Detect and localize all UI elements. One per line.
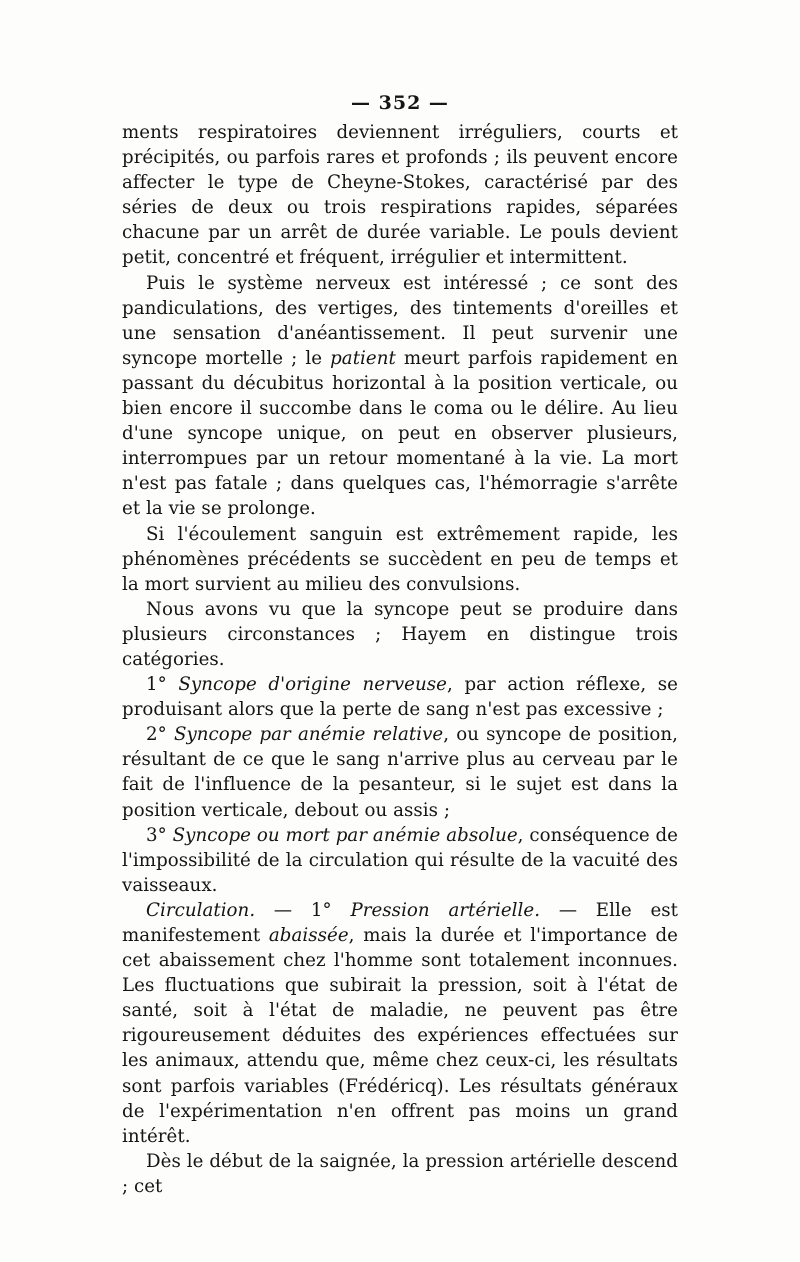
text-run: 2° [146,724,174,746]
text-run: meurt parfois rapidement en passant du décubitus horizontal à la position verticale, ou bien encore il succombe dans le coma ou le délire. Au lieu d'une syncope unique, on peut en observer plusieurs, interrompues par un retour momentané à la vie. La mort n'est pas fatale ; dans quelques cas, l'hémorragie s'arrête et la vie se prolonge. [122,347,678,520]
paragraph-p5 [122,672,678,722]
paragraph-p2 [122,271,678,522]
text-run: 1° [146,674,179,696]
paragraph-p9 [122,1149,678,1199]
text-run: — Elle est manifestement [122,899,678,946]
italic-run: Syncope d'origine nerveuse [178,674,447,696]
paragraph-p7 [122,823,678,898]
text-run: Nous avons vu que la syncope peut se produire dans plusieurs circonstances ; Hayem en distingue trois catégories. [122,598,678,670]
text-run: 3° [146,824,173,846]
text-run: Si l'écoulement sanguin est extrêmement rapide, les phénomènes précédents se succèdent en peu de temps et la mort survient au milieu des convulsions. [122,523,678,595]
text-run: — 1° [255,899,351,921]
italic-run: Pression artérielle. [350,899,541,921]
text-run: , conséquence de l'impossibilité de la circulation qui résulte de la vacuité des vaisseaux. [122,824,678,896]
paragraph-p1 [122,120,678,271]
paragraph-p3 [122,522,678,597]
paragraph-p8 [122,898,678,1149]
italic-run: patient [330,347,396,369]
italic-run: abaissée [268,925,349,946]
italic-run: Syncope par anémie relative [173,724,444,746]
text-run: , mais la durée et l'importance de cet abaissement chez l'homme sont totalement inconnues. Les fluctuations que subirait la pression, soit à l'état de santé, soit à l'état de maladie, ne peuvent pas être rigoureusement déduites des expériences effectuées sur les animaux, attendu que, même chez ceux-ci, les résultats sont parfois variables (Frédéricq). Les résultats généraux de l'expérimentation n'en offrent pas moins un grand intérêt. [122,925,678,1147]
paragraph-p6 [122,722,678,822]
page-number: — 352 — [351,92,449,114]
text-run: Dès le début de la saignée, la pression artérielle descend ; cet [122,1150,678,1197]
text-run: Puis le système nerveux est intéressé ; ce sont des pandiculations, des vertiges, des tintements d'oreilles et une sensation d'anéantissement. Il peut survenir une syncope mortelle ; le [122,272,678,369]
text-run: ments respiratoires deviennent irréguliers, courts et précipités, ou parfois rares et profonds ; ils peuvent encore affecter le type de Cheyne-Stokes, caractérisé par des séries de deux ou trois respirations rapides, séparées chacune par un arrêt de durée variable. Le pouls devient petit, concentré et fréquent, irrégulier et intermittent. [122,122,678,269]
text-run: , par action réflexe, se produisant alors que la perte de sang n'est pas excessive ; [122,674,678,721]
body-text [122,120,678,1199]
italic-run: Syncope ou mort par anémie absolue [172,824,518,846]
italic-run: Circulation. [146,899,256,921]
paragraph-p4 [122,597,678,672]
text-run: , ou syncope de position, résultant de ce que le sang n'arrive plus au cerveau par le fait de l'influence de la pesanteur, si le sujet est dans la position verticale, debout ou assis ; [122,724,678,821]
